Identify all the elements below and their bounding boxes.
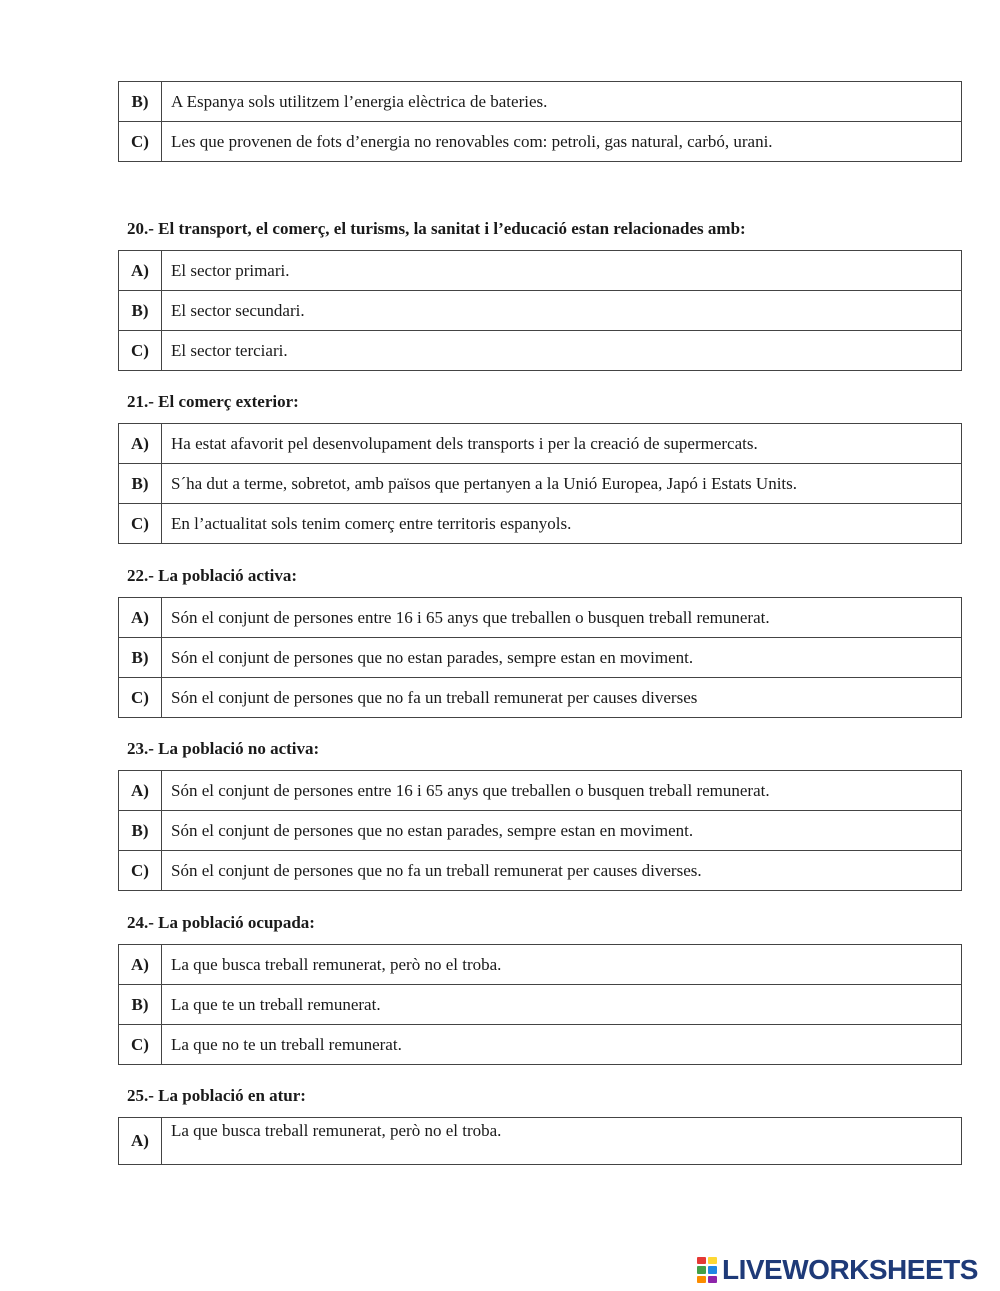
option-label: B) <box>119 638 162 678</box>
option-label: A) <box>119 1118 162 1165</box>
answer-option[interactable] <box>119 331 962 371</box>
option-label: A) <box>119 945 162 985</box>
answer-option[interactable] <box>119 771 962 811</box>
logo-mark-icon <box>697 1257 717 1283</box>
option-text: En l’actualitat sols tenim comerç entre territoris espanyols. <box>162 504 962 544</box>
option-label: C) <box>119 851 162 891</box>
option-label: A) <box>119 598 162 638</box>
answer-option[interactable] <box>119 1118 962 1165</box>
answer-option[interactable] <box>119 598 962 638</box>
answer-table <box>118 1117 962 1165</box>
option-text: Són el conjunt de persones entre 16 i 65 anys que treballen o busquen treball remunerat. <box>162 598 962 638</box>
answer-table <box>118 423 962 544</box>
option-label: C) <box>119 1025 162 1065</box>
option-label: C) <box>119 122 162 162</box>
option-text: Les que provenen de fots d’energia no renovables com: petroli, gas natural, carbó, urani. <box>162 122 962 162</box>
option-label: B) <box>119 985 162 1025</box>
question-title: 24.- La població ocupada: <box>127 913 315 932</box>
answer-option[interactable] <box>119 424 962 464</box>
answer-option[interactable] <box>119 504 962 544</box>
option-text: La que busca treball remunerat, però no el troba. <box>162 945 962 985</box>
answer-option[interactable] <box>119 985 962 1025</box>
option-label: C) <box>119 678 162 718</box>
option-text: El sector secundari. <box>162 291 962 331</box>
answer-table <box>118 944 962 1065</box>
question-title: 22.- La població activa: <box>127 566 297 585</box>
answer-option[interactable] <box>119 1025 962 1065</box>
option-text: Són el conjunt de persones que no estan parades, sempre estan en moviment. <box>162 638 962 678</box>
option-label: C) <box>119 331 162 371</box>
option-text: La que busca treball remunerat, però no el troba. <box>162 1118 962 1165</box>
option-text: La que te un treball remunerat. <box>162 985 962 1025</box>
question-title: 21.- El comerç exterior: <box>127 392 299 411</box>
answer-table <box>118 81 962 162</box>
answer-option[interactable] <box>119 122 962 162</box>
option-text: Són el conjunt de persones que no fa un treball remunerat per causes diverses. <box>162 851 962 891</box>
answer-option[interactable] <box>119 291 962 331</box>
question-title: 20.- El transport, el comerç, el turisms, la sanitat i l’educació estan relacionades amb: <box>127 219 746 238</box>
answer-option[interactable] <box>119 945 962 985</box>
option-text: El sector primari. <box>162 251 962 291</box>
option-text: A Espanya sols utilitzem l’energia elèctrica de bateries. <box>162 82 962 122</box>
answer-option[interactable] <box>119 251 962 291</box>
option-label: A) <box>119 771 162 811</box>
question-title: 23.- La població no activa: <box>127 739 320 758</box>
answer-option[interactable] <box>119 678 962 718</box>
option-text: Ha estat afavorit pel desenvolupament dels transports i per la creació de supermercats. <box>162 424 962 464</box>
liveworksheets-logo <box>697 1255 978 1285</box>
answer-option[interactable] <box>119 811 962 851</box>
answer-option[interactable] <box>119 851 962 891</box>
answer-option[interactable] <box>119 82 962 122</box>
option-label: B) <box>119 464 162 504</box>
option-text: Són el conjunt de persones que no estan parades, sempre estan en moviment. <box>162 811 962 851</box>
option-text: Són el conjunt de persones entre 16 i 65 anys que treballen o busquen treball remunerat. <box>162 771 962 811</box>
option-text: La que no te un treball remunerat. <box>162 1025 962 1065</box>
answer-table <box>118 770 962 891</box>
option-label: A) <box>119 424 162 464</box>
answer-table <box>118 250 962 371</box>
option-text: S´ha dut a terme, sobretot, amb països que pertanyen a la Unió Europea, Japó i Estats Units. <box>162 464 962 504</box>
question-title: 25.- La població en atur: <box>127 1086 306 1105</box>
logo-text: LIVEWORKSHEETS <box>722 1254 978 1285</box>
option-text: El sector terciari. <box>162 331 962 371</box>
answer-option[interactable] <box>119 638 962 678</box>
option-label: C) <box>119 504 162 544</box>
answer-table <box>118 597 962 718</box>
option-label: B) <box>119 291 162 331</box>
option-text: Són el conjunt de persones que no fa un treball remunerat per causes diverses <box>162 678 962 718</box>
answer-option[interactable] <box>119 464 962 504</box>
option-label: B) <box>119 82 162 122</box>
option-label: B) <box>119 811 162 851</box>
option-label: A) <box>119 251 162 291</box>
